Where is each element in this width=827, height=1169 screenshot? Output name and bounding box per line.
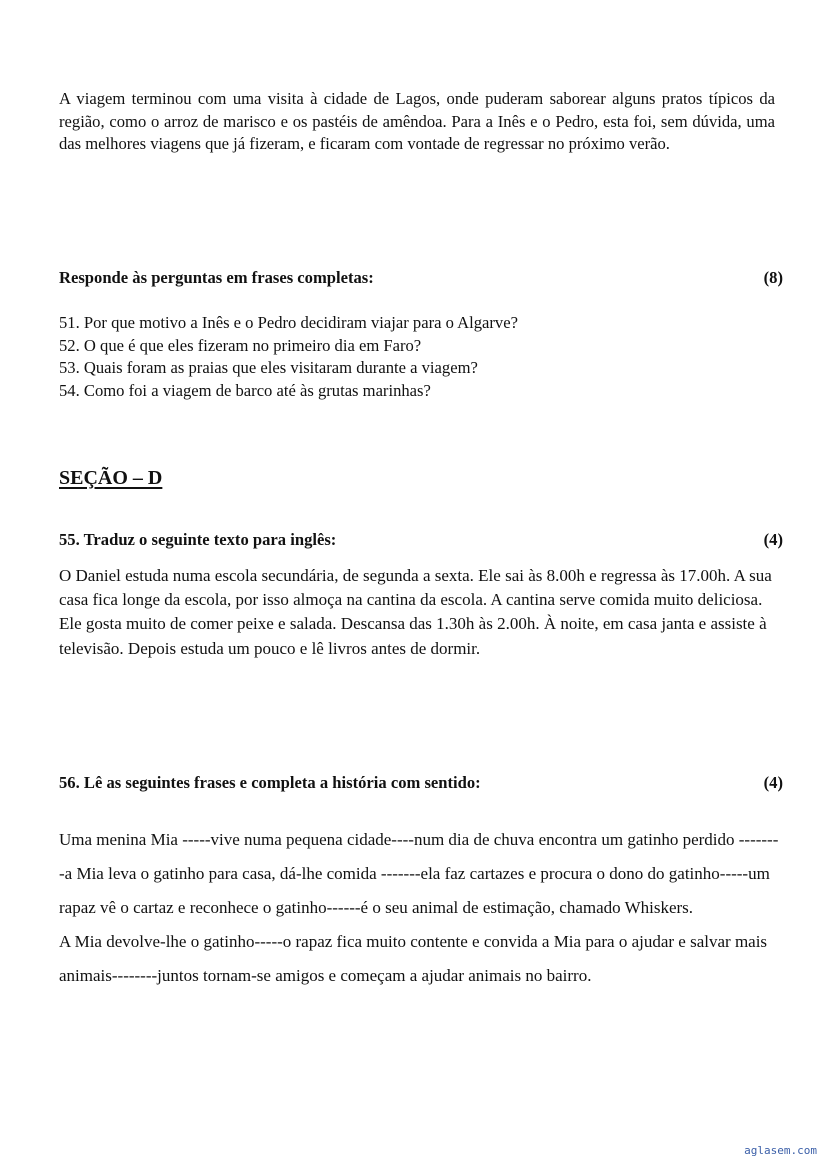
section-title: SEÇÃO – D [59, 467, 163, 489]
q55-heading: 55. Traduz o seguinte texto para inglês: [59, 530, 337, 549]
comprehension-heading: Responde às perguntas em frases completas: [59, 268, 374, 287]
q56-heading-row [59, 773, 783, 793]
comprehension-marks: (8) [763, 268, 783, 287]
document-page [59, 0, 783, 1169]
q56-marks: (4) [763, 773, 783, 792]
question-list [59, 312, 518, 402]
question-item: 52. O que é que eles fizeram no primeiro dia em Faro? [59, 335, 422, 355]
q55-text: O Daniel estuda numa escola secundária, de segunda a sexta. Ele sai às 8.00h e regressa às 17.00h. A sua casa fica longe da escola, por isso almoça na cantina da escola. A cantina serve comida muito deliciosa. Ele gosta muito de comer peixe e salada. Descansa das 1.30h às 2.00h. À noite, em casa janta e assiste à televisão. Depois estuda um pouco e lê livros antes de dormir. [59, 566, 772, 658]
q56-story [59, 823, 783, 993]
q55-marks: (4) [763, 530, 783, 549]
q56-story-part1: Uma menina Mia -----vive numa pequena cidade----num dia de chuva encontra um gatinho perdido --------a Mia leva o gatinho para casa, dá-lhe comida -------ela faz cartazes e procura o dono do gatinho-----um rapaz vê o cartaz e reconhece o gatinho------é o seu animal de estimação, chamado Whiskers. [59, 830, 779, 917]
question-item: 54. Como foi a viagem de barco até às grutas marinhas? [59, 380, 431, 400]
question-item: 51. Por que motivo a Inês e o Pedro decidiram viajar para o Algarve? [59, 313, 518, 332]
watermark-footer[interactable]: aglasem.com [744, 1144, 817, 1157]
q55-heading-row [59, 530, 783, 550]
comprehension-heading-row [59, 268, 783, 288]
q56-heading: 56. Lê as seguintes frases e completa a história com sentido: [59, 773, 481, 792]
question-item: 53. Quais foram as praias que eles visitaram durante a viagem? [59, 358, 478, 378]
q56-story-part2: A Mia devolve-lhe o gatinho-----o rapaz fica muito contente e convida a Mia para o ajudar e salvar mais animais--------juntos tornam-se amigos e começam a ajudar animais no bairro. [59, 932, 768, 985]
intro-paragraph: A viagem terminou com uma visita à cidade de Lagos, onde puderam saborear alguns pratos típicos da região, como o arroz de marisco e os pastéis de amêndoa. Para a Inês e o Pedro, esta foi, sem dúvida, uma das melhores viagens que já fizeram, e ficaram com vontade de regressar no próximo verão. [59, 89, 775, 154]
